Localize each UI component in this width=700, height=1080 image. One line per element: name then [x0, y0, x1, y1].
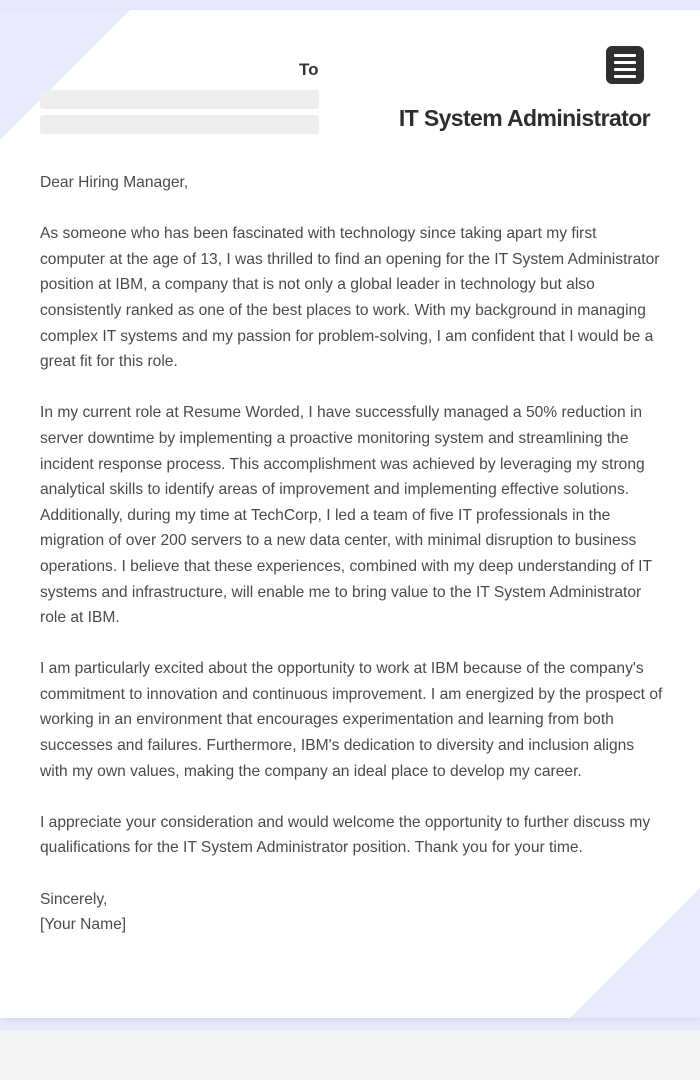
signature-name: [Your Name]: [40, 916, 127, 934]
paragraph: In my current role at Resume Worded, I have successfully managed a 50% reduction in server downtime by implementing a proactive monitoring system and streamlining the incident response process. This accomplishment was achieved by leveraging my strong analytical skills to identify areas of improvement and implementing effective solutions. Additionally, during my time at TechCorp, I led a team of five IT professionals in the migration of over 200 servers to a new data center, with minimal disruption to business operations. I believe that these experiences, combined with my deep understanding of IT systems and infrastructure, will enable me to bring value to the IT System Administrator role at IBM.: [40, 404, 652, 627]
signoff: Sincerely,: [40, 890, 108, 908]
paragraph: As someone who has been fascinated with technology since taking apart my first computer at the age of 13, I was thrilled to find an opening for the IT System Administrator position at IBM, a company that is not only a global leader in technology but also consistently ranked as one of the best places to work. With my background in managing complex IT systems and my passion for problem-solving, I am confident that I would be a great fit for this role.: [40, 225, 660, 371]
letter-page: [0, 10, 700, 1018]
salutation: Dear Hiring Manager,: [40, 174, 189, 191]
recipient-address-placeholder: [40, 115, 319, 134]
paragraph: I appreciate your consideration and would welcome the opportunity to further discuss my qualifications for the IT System Administrator position. Thank you for your time.: [40, 813, 651, 857]
document-icon: [606, 46, 644, 84]
job-title: IT System Administrator: [398, 105, 650, 131]
to-label: To: [299, 60, 319, 79]
paragraph: I am particularly excited about the opportunity to work at IBM because of the company's commitment to innovation and continuous improvement. I am energized by the prospect of working in an environment that encourages experimentation and learning from both successes and failures. Furthermore, IBM's dedication to diversity and inclusion aligns with my own values, making the company an ideal place to develop my career.: [40, 660, 663, 780]
recipient-address-placeholder: [40, 90, 319, 109]
letter-body: [40, 170, 665, 938]
